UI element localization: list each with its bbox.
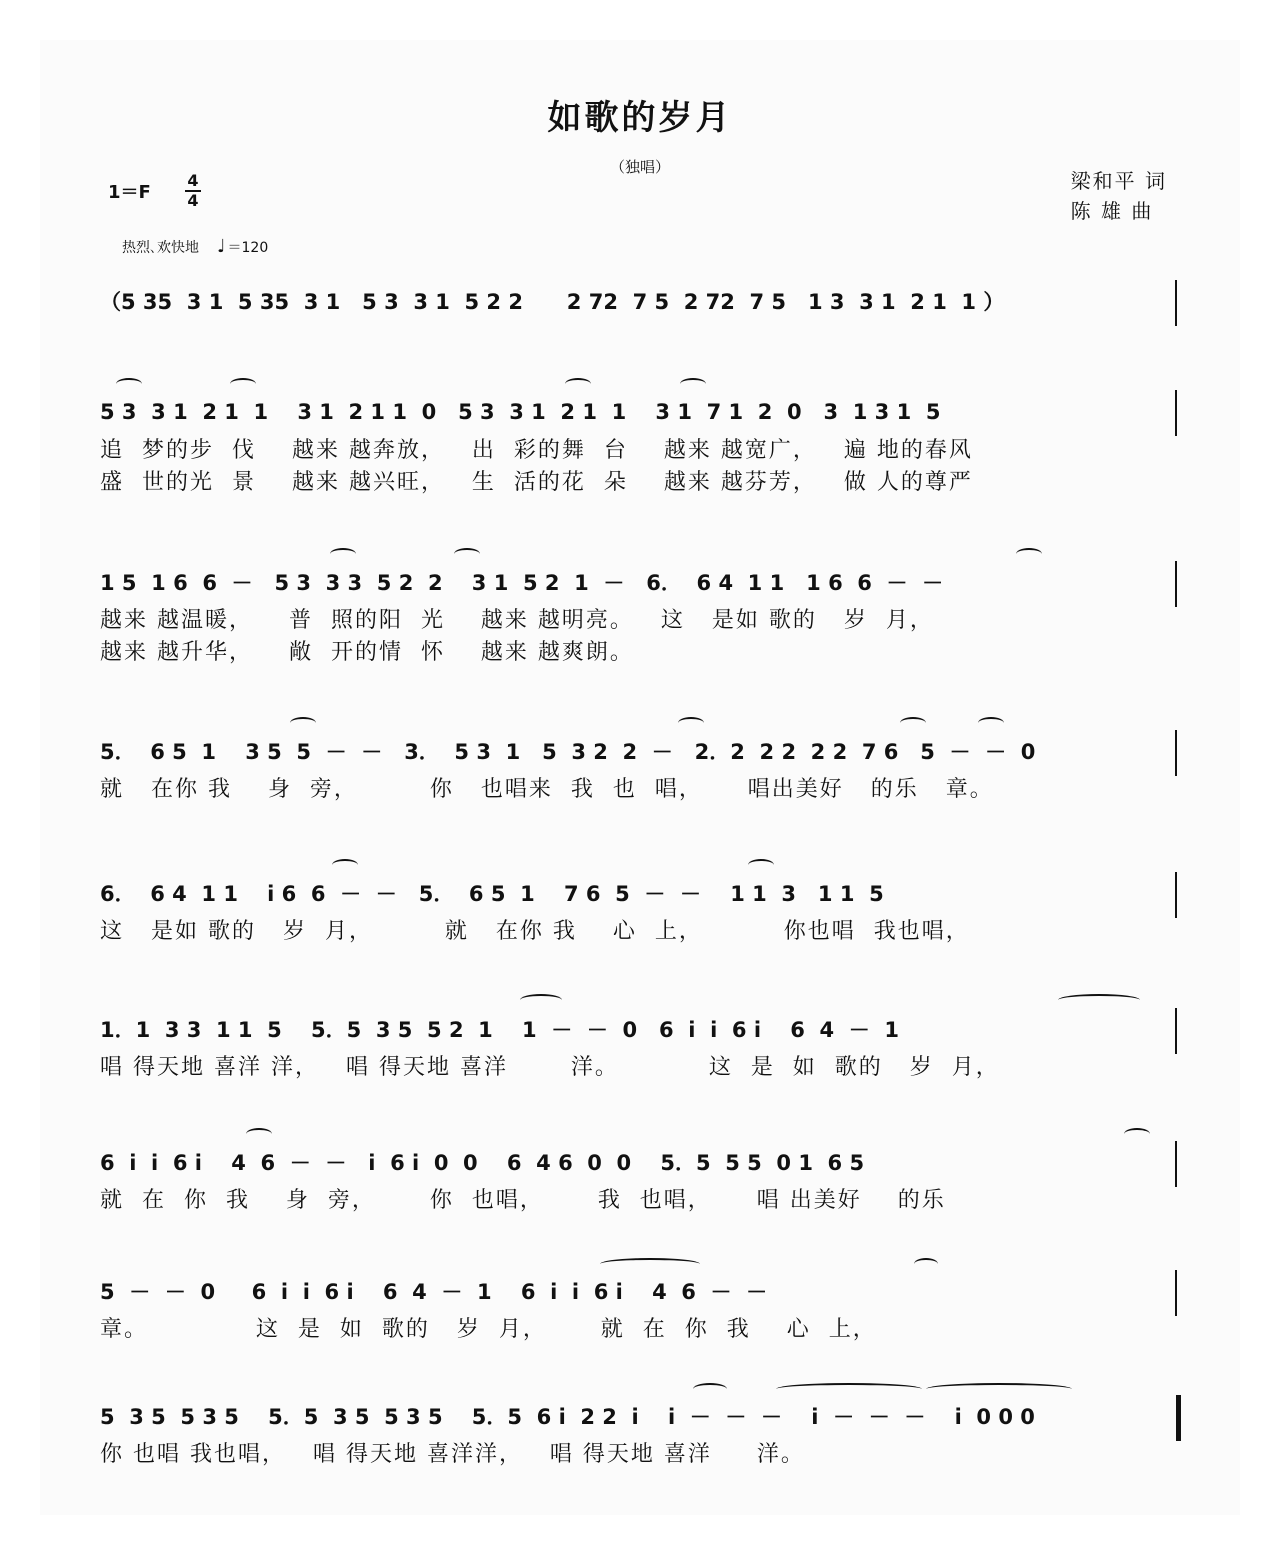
slur <box>332 859 358 871</box>
time-sig-top: 4 <box>187 171 199 190</box>
lyric-row-verse2: 越来 越升华， 敞 开的情 怀 越来 越爽朗。 <box>100 640 634 665</box>
slur <box>1058 994 1140 1006</box>
notation-row: 6 i i 6 i 4 6 － － i 6 i 0 0 6 4 6 0 0 5．5 5 5 0 1 6 5 <box>100 1151 865 1175</box>
slur <box>116 378 142 390</box>
barline <box>1175 1008 1177 1054</box>
lyric-row-verse1: 追 梦的步 伐 越来 越奔放， 出 彩的舞 台 越来 越宽广， 遍 地的春风 <box>100 438 973 463</box>
slur <box>900 717 926 729</box>
performance-type: （独唱） <box>609 158 670 176</box>
slur <box>290 717 316 729</box>
credits <box>1071 166 1167 226</box>
lyricist: 梁和平 词 <box>1070 169 1167 193</box>
slur <box>246 1128 272 1140</box>
tempo-marking <box>122 236 268 257</box>
barline <box>1175 561 1177 607</box>
lyric-row: 你 也唱 我也唱， 唱 得天地 喜洋洋， 唱 得天地 喜洋 洋。 <box>100 1442 805 1467</box>
slur <box>1124 1128 1150 1140</box>
lyric-row: 这 是如 歌的 岁 月， 就 在你 我 心 上， 你也唱 我也唱， <box>100 919 970 944</box>
notation-row: 5 3 5 5 3 5 5．5 3 5 5 3 5 5．5 6 i 2 2 i i － － － i － － － i 0 0 0 <box>100 1405 1035 1429</box>
slur <box>693 1383 727 1395</box>
key-signature: 1＝F <box>108 182 151 203</box>
barline <box>1175 280 1177 326</box>
slur <box>1016 548 1042 560</box>
barline <box>1175 730 1177 776</box>
notation-row: 1．1 3 3 1 1 5 5．5 3 5 5 2 1 1 － － 0 6 i i 6 i 6 4 － 1 <box>100 1018 899 1042</box>
notation-row: 6． 6 4 1 1 i 6 6 － － 5． 6 5 1 7 6 5 － － 1 1 3 1 1 5 <box>100 882 884 906</box>
lyric-row: 唱 得天地 喜洋 洋， 唱 得天地 喜洋 洋。 这 是 如 歌的 岁 月， <box>100 1055 1000 1080</box>
lyric-row-verse1: 越来 越温暖， 普 照的阳 光 越来 越明亮。 这 是如 歌的 岁 月， <box>100 608 934 633</box>
barline <box>1175 1270 1177 1316</box>
slur <box>678 717 704 729</box>
notation-row: 5 － － 0 6 i i 6 i 6 4 － 1 6 i i 6 i 4 6 － － <box>100 1280 768 1304</box>
lyric-row-verse2: 盛 世的光 景 越来 越兴旺， 生 活的花 朵 越来 越芬芳， 做 人的尊严 <box>100 470 973 495</box>
final-barline <box>1176 1395 1181 1441</box>
lyric-row: 章。 这 是 如 歌的 岁 月， 就 在 你 我 心 上， <box>100 1317 877 1342</box>
time-signature <box>184 172 202 210</box>
notation-row: 5 3 3 1 2 1 1 3 1 2 1 1 0 5 3 3 1 2 1 1 3 1 7 1 2 0 3 1 3 1 5 <box>100 400 941 424</box>
slur <box>978 717 1004 729</box>
slur <box>914 1258 938 1270</box>
slur <box>926 1383 1072 1395</box>
tempo-value: ＝120 <box>227 240 269 256</box>
slur <box>748 859 774 871</box>
lyric-row: 就 在 你 我 身 旁， 你 也唱， 我 也唱， 唱 出美好 的乐 <box>100 1188 946 1213</box>
tempo-text: 热烈､欢快地 <box>122 240 199 256</box>
slur <box>680 378 706 390</box>
composer: 陈 雄 曲 <box>1070 199 1154 223</box>
slur <box>454 548 480 560</box>
slur <box>520 994 562 1006</box>
barline <box>1175 872 1177 918</box>
time-sig-bottom: 4 <box>187 191 199 210</box>
slur <box>600 1258 700 1270</box>
notation-row: （5 35 3 1 5 35 3 1 5 3 3 1 5 2 2 2 72 7 5 2 72 7 5 1 3 3 1 2 1 1 ） <box>100 290 1005 314</box>
slur <box>565 378 591 390</box>
song-title: 如歌的岁月 <box>547 98 733 138</box>
slur <box>330 548 356 560</box>
barline <box>1175 390 1177 436</box>
lyric-row: 就 在你 我 身 旁， 你 也唱来 我 也 唱， 唱出美好 的乐 章。 <box>100 777 994 802</box>
slur <box>230 378 256 390</box>
slur <box>776 1383 922 1395</box>
quarter-note-icon: ♩ <box>217 236 226 257</box>
notation-row: 1 5 1 6 6 － 5 3 3 3 5 2 2 3 1 5 2 1 － 6． 6 4 1 1 1 6 6 － － <box>100 571 944 595</box>
notation-row: 5． 6 5 1 3 5 5 － － 3． 5 3 1 5 3 2 2 － 2．2 2 2 2 2 7 6 5 － － 0 <box>100 740 1036 764</box>
barline <box>1175 1141 1177 1187</box>
